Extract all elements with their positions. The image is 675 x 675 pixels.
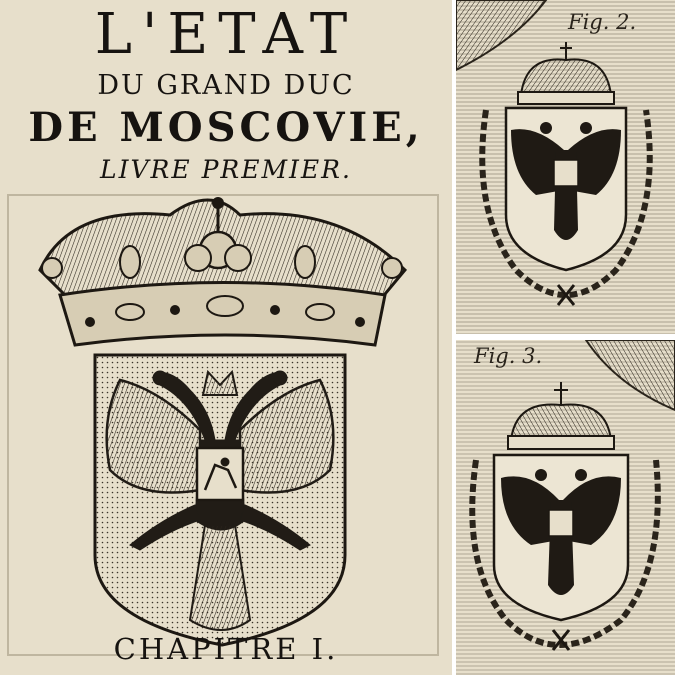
figure-3-label: Fig. 3. bbox=[474, 344, 543, 368]
figure-3-panel bbox=[456, 340, 675, 675]
figure-2-engraving bbox=[456, 0, 675, 334]
title-line-1: L'ETAT bbox=[94, 2, 358, 67]
title-line-4: LIVRE PREMIER. bbox=[100, 155, 352, 184]
figure-2-label: Fig. 2. bbox=[568, 10, 637, 34]
title-line-3: DE MOSCOVIE, bbox=[28, 104, 424, 151]
crown-icon bbox=[40, 197, 405, 345]
chapter-heading: CHAPITRE I. bbox=[113, 632, 339, 666]
figure-3-engraving bbox=[456, 340, 675, 675]
title-line-2: DU GRAND DUC bbox=[97, 70, 355, 101]
figure-2-panel bbox=[456, 0, 675, 334]
